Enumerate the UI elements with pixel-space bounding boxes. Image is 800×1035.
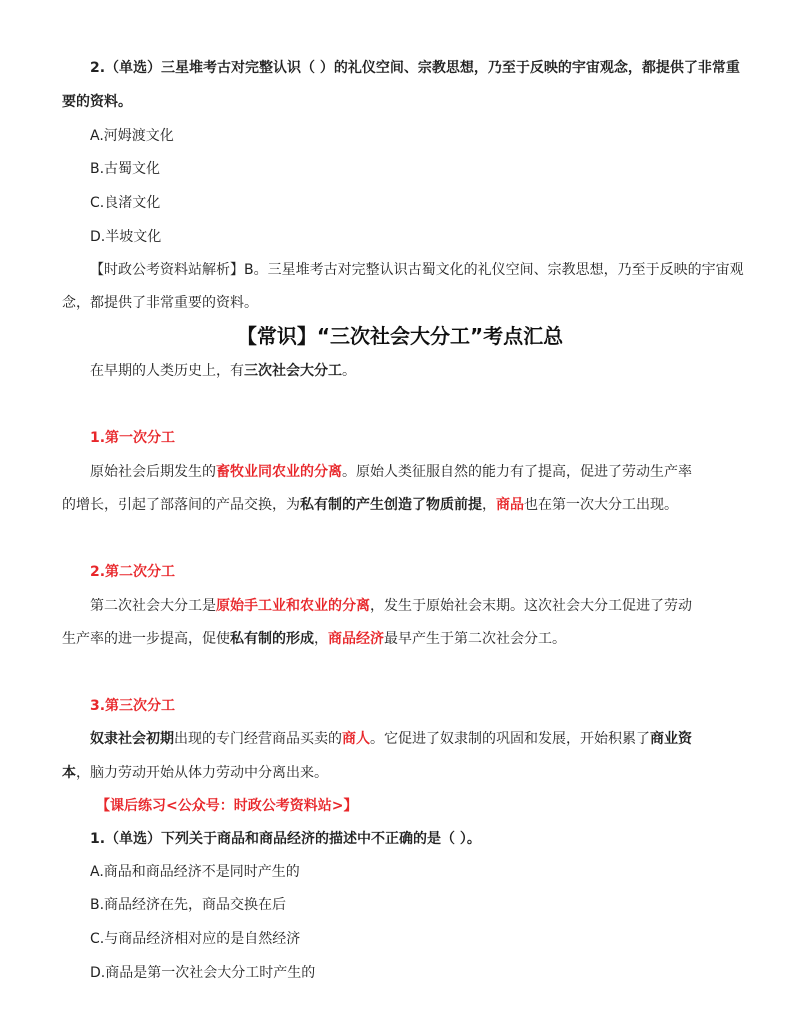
division3-line2: 本，脑力劳动开始从体力劳动中分离出来。	[62, 765, 328, 781]
division1-line2: 的增长，引起了部落间的产品交换，为私有制的产生创造了物质前提，商品也在第一次大分工出现。	[62, 497, 678, 513]
division3-heading: 3.第三次分工	[90, 698, 176, 714]
q2-stem-line2: 要的资料。	[62, 94, 132, 110]
q2-analysis-line1: 【时政公考资料站解析】B。三星堆考古对完整认识古蜀文化的礼仪空间、宗教思想，乃至于反映的宇宙观	[90, 262, 744, 278]
division3-line1: 奴隶社会初期出现的专门经营商品买卖的商人。它促进了奴隶制的巩固和发展，开始积累了商业资	[90, 731, 692, 747]
q2-option-a: A.河姆渡文化	[90, 128, 174, 144]
division2-heading: 2.第二次分工	[90, 564, 176, 580]
division1-line1: 原始社会后期发生的畜牧业同农业的分离。原始人类征服自然的能力有了提高，促进了劳动生产率	[90, 464, 692, 480]
section-title: 【常识】“三次社会大分工”考点汇总	[236, 324, 564, 348]
q1-option-d: D.商品是第一次社会大分工时产生的	[90, 965, 316, 981]
q1-option-a: A.商品和商品经济不是同时产生的	[90, 864, 300, 880]
q1-stem: 1.（单选）下列关于商品和商品经济的描述中不正确的是（ ）。	[90, 831, 481, 847]
division2-line2: 生产率的进一步提高，促使私有制的形成，商品经济最早产生于第二次社会分工。	[62, 631, 566, 647]
q2-stem-line1: 2.（单选）三星堆考古对完整认识（ ）的礼仪空间、宗教思想，乃至于反映的宇宙观念，都提供了非常重	[90, 60, 740, 76]
q2-option-b: B.古蜀文化	[90, 161, 161, 177]
division2-line1: 第二次社会大分工是原始手工业和农业的分离，发生于原始社会末期。这次社会大分工促进了劳动	[90, 598, 692, 614]
q1-option-c: C.与商品经济相对应的是自然经济	[90, 931, 301, 947]
q2-option-c: C.良渚文化	[90, 195, 161, 211]
q1-option-b: B.商品经济在先，商品交换在后	[90, 897, 287, 913]
q2-analysis-line2: 念，都提供了非常重要的资料。	[62, 295, 258, 311]
practice-heading: 【课后练习<公众号：时政公考资料站>】	[96, 798, 358, 814]
division1-heading: 1.第一次分工	[90, 430, 176, 446]
q2-option-d: D.半坡文化	[90, 229, 162, 245]
intro-paragraph: 在早期的人类历史上，有三次社会大分工。	[90, 363, 356, 379]
